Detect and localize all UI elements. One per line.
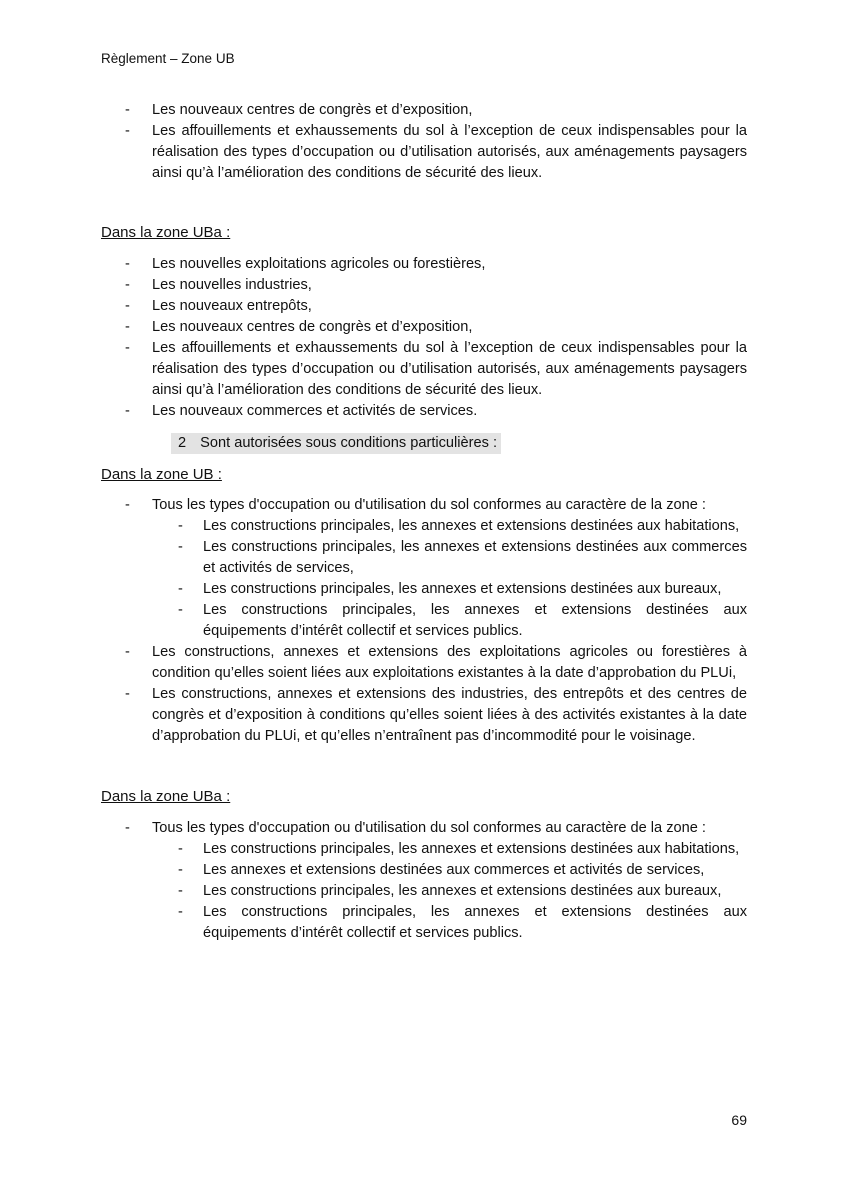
page-number: 69 (731, 1112, 747, 1128)
bullet-dash: - (125, 102, 130, 118)
bullet-dash: - (178, 904, 183, 920)
sub-list-item: - Les constructions principales, les annexes et extensions destinées aux habitations, (152, 516, 747, 537)
bullet-dash: - (125, 403, 130, 419)
bullet-dash: - (125, 497, 130, 513)
prohibited-list-continued (101, 100, 747, 184)
numbered-heading-row (101, 433, 747, 454)
list-item: - Les constructions, annexes et extensions des exploitations agricoles ou forestières à condition qu’elles soient liées aux exploitations existantes à la date d’approbation du PLUi, (125, 644, 747, 681)
bullet-dash: - (125, 298, 130, 314)
bullet-dash: - (125, 123, 130, 139)
list-item: - Les nouveaux commerces et activités de services. (101, 401, 747, 422)
bullet-dash: - (178, 602, 183, 618)
bullet-dash: - (178, 862, 183, 878)
uba-prohibited-list (101, 254, 747, 422)
heading-number: 2 (178, 435, 187, 451)
sub-list-item: - Les annexes et extensions destinées aux commerces et activités de services, (152, 860, 747, 881)
bullet-dash: - (125, 820, 130, 836)
sub-list-item: - Les constructions principales, les annexes et extensions destinées aux équipements d’intérêt collectif et services publics. (178, 904, 747, 941)
page-body (101, 100, 747, 944)
section-heading-uba: Dans la zone UBa : (101, 224, 231, 241)
bullet-dash: - (178, 581, 183, 597)
bullet-dash: - (125, 340, 130, 356)
list-item: - Les affouillements et exhaussements du sol à l’exception de ceux indispensables pour la réalisation des types d’occupation ou d’utilisation autorisés, aux aménagements paysagers ainsi qu’à l’amélioration des conditions de sécurité des lieux. (125, 340, 747, 398)
bullet-dash: - (178, 883, 183, 899)
sub-list-item: - Les constructions principales, les annexes et extensions destinées aux bureaux, (152, 881, 747, 902)
list-item: - Les nouveaux entrepôts, (101, 296, 747, 317)
bullet-dash: - (125, 644, 130, 660)
list-item: - Les affouillements et exhaussements du sol à l’exception de ceux indispensables pour la réalisation des types d’occupation ou d’utilisation autorisés, aux aménagements paysagers ainsi qu’à l’amélioration des conditions de sécurité des lieux. (125, 123, 747, 181)
bullet-dash: - (125, 277, 130, 293)
section-heading-uba-authorized: Dans la zone UBa : (101, 788, 231, 805)
running-header: Règlement – Zone UB (101, 51, 235, 66)
sub-list-item: - Les constructions principales, les annexes et extensions destinées aux équipements d’intérêt collectif et services publics. (178, 602, 747, 639)
uba-sub-list (152, 839, 747, 944)
sub-list-item: - Les constructions principales, les annexes et extensions destinées aux commerces et activités de services, (178, 539, 747, 576)
ub-sub-list (152, 516, 747, 642)
list-item: - Les constructions, annexes et extensions des industries, des entrepôts et des centres de congrès et d’exposition à conditions qu’elles soient liées à des activités existantes à la date d’approbation du PLUi, et qu’elles n’entraînent pas d’incommodité pour le voisinage. (125, 686, 747, 744)
bullet-dash: - (125, 319, 130, 335)
list-item: - Les nouvelles exploitations agricoles ou forestières, (101, 254, 747, 275)
bullet-dash: - (125, 686, 130, 702)
bullet-dash: - (125, 256, 130, 272)
sub-list-item: - Les constructions principales, les annexes et extensions destinées aux bureaux, (152, 579, 747, 600)
list-item: - Les nouvelles industries, (101, 275, 747, 296)
uba-authorized-list (101, 818, 747, 944)
bullet-dash: - (178, 539, 183, 555)
numbered-heading (171, 433, 501, 454)
section-heading-ub: Dans la zone UB : (101, 466, 222, 483)
list-item: - Tous les types d'occupation ou d'utilisation du sol conformes au caractère de la zone : - Les constructions principales, les annexes et extensions destinées aux habitations, - Les constructions principales, les annexes et extensions destinées aux commerces et activités de services, - Les constructions principales, les annexes et extensions destinées aux bureaux, - Les constructions principales, les annexes et extensions destinées aux équipements d’intérêt collectif et services publics. (101, 495, 747, 642)
heading-title: Sont autorisées sous conditions particulières : (200, 435, 498, 451)
list-item: - Les nouveaux centres de congrès et d’exposition, (101, 317, 747, 338)
sub-list-item: - Les constructions principales, les annexes et extensions destinées aux habitations, (152, 839, 747, 860)
bullet-dash: - (178, 518, 183, 534)
list-item: - Tous les types d'occupation ou d'utilisation du sol conformes au caractère de la zone : - Les constructions principales, les annexes et extensions destinées aux habitations, - Les annexes et extensions destinées aux commerces et activités de services, - Les constructions principales, les annexes et extensions destinées aux bureaux, - Les constructions principales, les annexes et extensions destinées aux équipements d’intérêt collectif et services publics. (101, 818, 747, 944)
list-item: - Les nouveaux centres de congrès et d’exposition, (101, 100, 747, 121)
bullet-dash: - (178, 841, 183, 857)
ub-authorized-list (101, 495, 747, 747)
